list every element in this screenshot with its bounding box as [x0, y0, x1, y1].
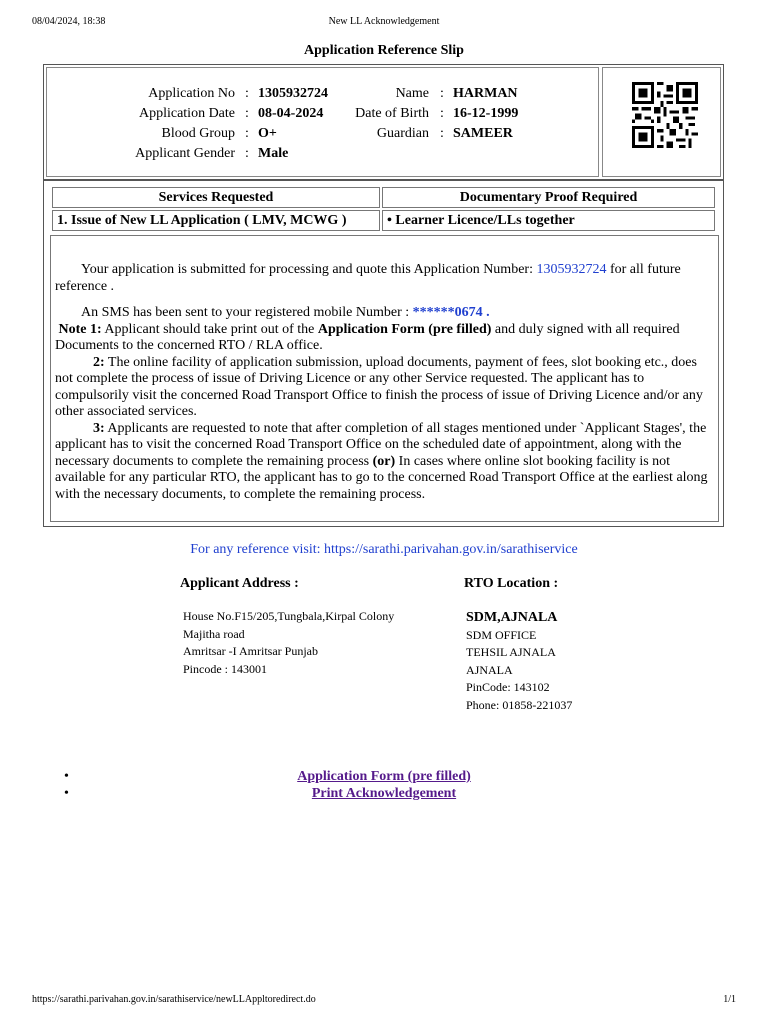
note-2-label: 2:: [93, 354, 105, 370]
note-1-text: Applicant should take print out of the: [101, 321, 318, 337]
application-date-label: Application Date: [138, 106, 235, 121]
table-row: [52, 210, 715, 231]
reference-visit-text: For any reference visit: https://sarathi.parivahan.gov.in/sarathiservice: [190, 542, 578, 557]
list-item: [0, 769, 768, 786]
gender-label: Applicant Gender: [135, 146, 235, 161]
application-no-value: 1305932724: [258, 86, 328, 101]
guardian-value: SAMEER: [453, 126, 513, 141]
documentary-proof-header: Documentary Proof Required: [382, 187, 715, 208]
name-value: HARMAN: [453, 86, 518, 101]
submission-text: Your application is submitted for processing and quote this Application Number:: [81, 262, 537, 277]
colon: :: [440, 126, 444, 141]
address-line: Majitha road: [183, 626, 245, 641]
applicant-info-box: [43, 64, 724, 180]
rto-address-line: TEHSIL AJNALA: [466, 645, 556, 659]
bullet: •: [64, 769, 69, 784]
applicant-address: [183, 608, 394, 678]
rto-name: SDM,AJNALA: [466, 610, 558, 625]
address-line: House No.F15/205,Tungbala,Kirpal Colony: [183, 609, 395, 623]
application-date-value: 08-04-2024: [258, 106, 324, 121]
sms-text: An SMS has been sent to your registered mobile Number :: [81, 305, 413, 320]
print-document-title: New LL Acknowledgement: [328, 16, 440, 27]
address-pincode: Pincode : 143001: [183, 661, 267, 676]
note-3: [55, 421, 715, 504]
note-1-text-end: and duly signed with all required Documents to the concerned RTO / RLA office.: [55, 321, 680, 353]
print-url: https://sarathi.parivahan.gov.in/sarathiservice/newLLAppltoredirect.do: [32, 994, 316, 1005]
action-links: [0, 769, 768, 802]
applicant-address-heading: Applicant Address :: [180, 576, 299, 591]
blood-group-value: O+: [258, 126, 277, 141]
list-item: [0, 786, 768, 803]
rto-location-heading: RTO Location :: [464, 576, 559, 591]
application-form-mention: Application Form (pre filled): [317, 321, 492, 337]
rto-location: [466, 609, 572, 714]
note-2: [55, 355, 715, 421]
rto-address-line: AJNALA: [466, 662, 513, 677]
guardian-row: [47, 125, 600, 143]
services-table: [50, 185, 717, 233]
print-acknowledgement-link[interactable]: Print Acknowledgement: [311, 785, 457, 801]
blood-group-label: Blood Group: [161, 126, 235, 141]
application-no-label: Application No: [148, 86, 235, 101]
sms-message: [55, 305, 715, 322]
submission-suffix: for all future reference .: [55, 262, 681, 294]
name-row: [47, 85, 600, 103]
note-1: [55, 322, 715, 355]
rto-address-line: SDM OFFICE: [466, 627, 537, 642]
print-timestamp: 08/04/2024, 18:38: [32, 16, 106, 27]
qr-code: [630, 82, 700, 148]
note-3-text-end: In cases where online slot booking facility is not available for any particular RTO, the applicant has to go to the concerned Road Transport Office at the earliest along with the necessary documents, to complete the remaining process.: [55, 453, 708, 502]
note-3-text: Applicants are requested to note that after completion of all stages mentioned under `Applicant Stages', the applicant has to visit the concerned Road Transport Office on the scheduled date of appointment, along with the necessary documents to complete the remaining process: [55, 420, 707, 469]
address-line: Amritsar -I Amritsar Punjab: [183, 644, 318, 658]
bullet: •: [64, 785, 69, 801]
notes-text: [55, 262, 715, 503]
note-1-label: Note 1:: [58, 321, 102, 337]
rto-phone: Phone: 01858-221037: [466, 697, 573, 712]
print-footer: [32, 994, 736, 1008]
guardian-label: Guardian: [376, 126, 429, 141]
slip-title: Application Reference Slip: [304, 43, 464, 58]
name-label: Name: [395, 86, 429, 101]
notes-box: [50, 235, 719, 522]
colon: :: [245, 106, 249, 121]
page-number: 1/1: [723, 994, 736, 1005]
colon: :: [245, 86, 249, 101]
dob-value: 16-12-1999: [453, 106, 519, 121]
colon: :: [245, 146, 249, 161]
gender-value: Male: [258, 146, 289, 161]
submission-message: [55, 262, 715, 295]
qr-code-cell: [602, 67, 721, 177]
application-form-link[interactable]: Application Form (pre filled): [297, 769, 471, 784]
mobile-number: ******0674 .: [412, 305, 490, 320]
applicant-details: [46, 67, 599, 177]
colon: :: [245, 126, 249, 141]
print-header: [32, 16, 736, 30]
colon: :: [440, 86, 444, 101]
gender-row: [47, 145, 600, 163]
note-3-or: (or): [372, 453, 396, 469]
services-box: [43, 180, 724, 527]
services-requested-header: Services Requested: [52, 187, 380, 208]
note-2-text: The online facility of application submission, upload documents, payment of fees, slot booking etc., does not complete the process of issue of Driving Licence or any other Service requested. The applicant has to compulsorily visit the concerned Road Transport Office to finish the process of issue of Driving Licence and/or any other associated services.: [55, 354, 703, 419]
documentary-proof-cell: • Learner Licence/LLs together: [382, 210, 715, 231]
service-requested-cell: 1. Issue of New LL Application ( LMV, MCWG ): [52, 210, 380, 231]
dob-label: Date of Birth: [355, 106, 429, 121]
rto-pincode: PinCode: 143102: [466, 680, 550, 694]
note-3-label: 3:: [93, 420, 105, 436]
application-number-highlight: 1305932724: [536, 262, 607, 277]
colon: :: [440, 106, 444, 121]
services-header-row: [52, 187, 715, 208]
dob-row: [47, 105, 600, 123]
